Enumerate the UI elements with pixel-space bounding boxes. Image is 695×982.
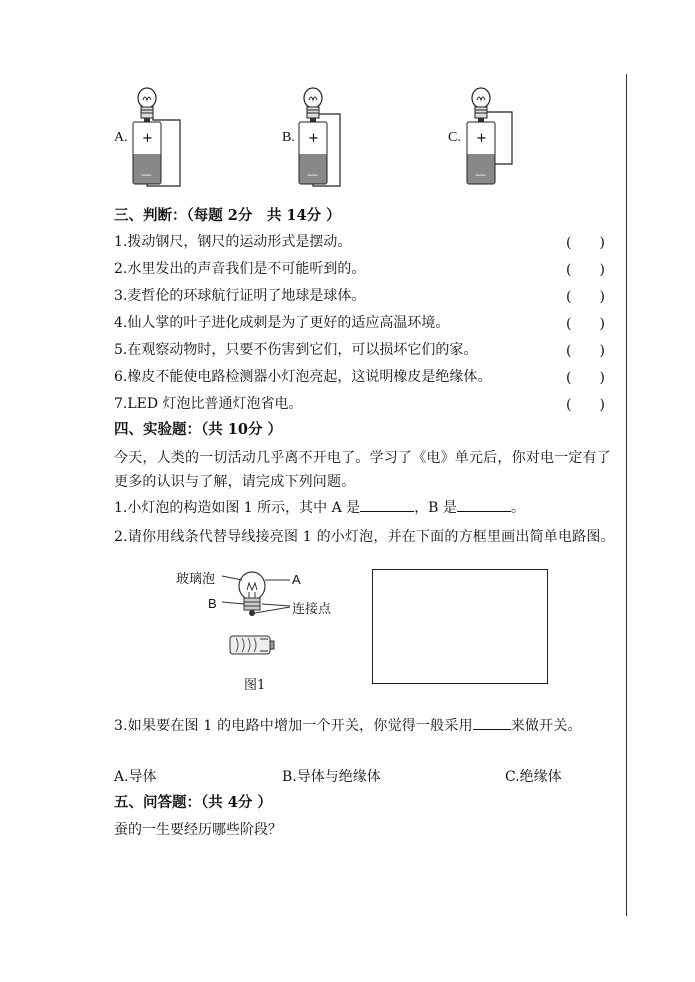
q1-text-end: 。: [510, 500, 525, 516]
answer-paren-6[interactable]: ( ): [566, 370, 605, 386]
q1-text-pre: 1.小灯泡的构造如图 1 所示，其中 A 是: [114, 500, 361, 516]
minus-symbol: —: [141, 168, 152, 181]
section4-title: 四、实验题：（共 10分 ）: [114, 421, 283, 438]
judge-item-7: 7.LED 灯泡比普通灯泡省电。: [114, 396, 303, 412]
answer-paren-5[interactable]: ( ): [566, 343, 605, 359]
q3-text-post: 来做开关。: [510, 718, 582, 734]
question-4-3: [114, 714, 620, 738]
minus-symbol: —: [475, 168, 486, 181]
answer-paren-3[interactable]: ( ): [566, 289, 605, 305]
label-glass-bulb: 玻璃泡: [176, 572, 216, 587]
label-a: A: [292, 572, 301, 587]
option-c-label: C.: [448, 130, 461, 145]
section3-title: 三、判断：（每题 2分 共 14分 ）: [114, 207, 341, 224]
plus-symbol: +: [308, 131, 319, 146]
judge-item-6: 6.橡皮不能使电路检测器小灯泡亮起，这说明橡皮是绝缘体。: [114, 369, 492, 385]
q3-text-pre: 3.如果要在图 1 的电路中增加一个开关，你觉得一般采用: [114, 718, 473, 734]
answer-paren-7[interactable]: ( ): [566, 397, 605, 413]
question-5-1: 蚕的一生要经历哪些阶段？: [114, 822, 282, 838]
section5-title: 五、问答题：（共 4分 ）: [114, 794, 272, 811]
minus-symbol: —: [307, 168, 318, 181]
section4-intro: 今天，人类的一切活动几乎离不开电了。学习了《电》单元后，你对电一定有了更多的认识与了解，请完成下列问题。: [114, 450, 611, 490]
option-b-label: B.: [282, 130, 295, 145]
circuit-figure-a: [128, 84, 188, 190]
choice-a[interactable]: A.导体: [114, 769, 157, 785]
circuit-drawing-box[interactable]: [372, 569, 548, 684]
figure-caption: 图1: [244, 678, 266, 693]
figure-1: [172, 564, 352, 694]
q1-text-mid: ，B 是: [414, 500, 457, 516]
question-4-2: 2.请你用线条代替导线接亮图 1 的小灯泡，并在下面的方框里画出简单电路图。: [114, 529, 615, 545]
answer-paren-1[interactable]: ( ): [566, 235, 605, 251]
answer-paren-2[interactable]: ( ): [566, 262, 605, 278]
circuit-figure-b: [294, 84, 354, 190]
answer-blank-a[interactable]: [360, 499, 414, 512]
judge-item-4: 4.仙人掌的叶子进化成刺是为了更好的适应高温环境。: [114, 315, 450, 331]
label-b: B: [208, 596, 217, 611]
answer-blank-switch[interactable]: [473, 717, 511, 730]
answer-paren-4[interactable]: ( ): [566, 316, 605, 332]
choice-b[interactable]: B.导体与绝缘体: [282, 769, 381, 785]
judge-item-3: 3.麦哲伦的环球航行证明了地球是球体。: [114, 288, 366, 304]
plus-symbol: +: [476, 131, 487, 146]
page-margin-rule: [626, 74, 627, 916]
judge-item-1: 1.拨动钢尺，钢尺的运动形式是摆动。: [114, 234, 352, 250]
circuit-figure-c: [462, 84, 522, 190]
answer-blank-b[interactable]: [457, 499, 511, 512]
plus-symbol: +: [142, 131, 153, 146]
label-connection-point: 连接点: [292, 602, 332, 617]
choice-c[interactable]: C.绝缘体: [505, 769, 562, 785]
judge-item-5: 5.在观察动物时，只要不伤害到它们，可以损坏它们的家。: [114, 342, 478, 358]
question-4-1: [114, 498, 525, 518]
judge-item-2: 2.水里发出的声音我们是不可能听到的。: [114, 261, 366, 277]
option-a-label: A.: [114, 130, 128, 145]
